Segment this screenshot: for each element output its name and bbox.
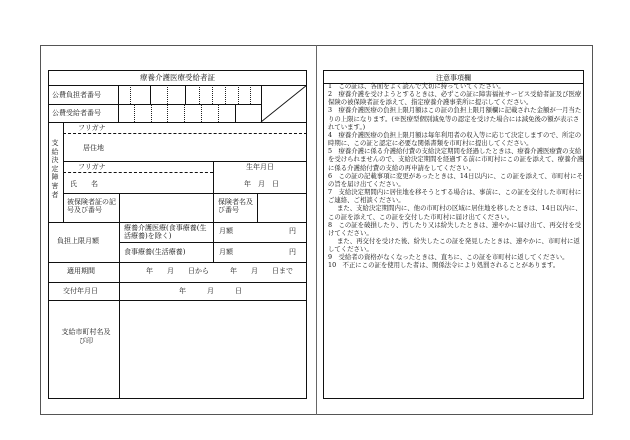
notice-item: 4 療養介護医療の負担上限月額は毎年利用者の収入等に応じて決定しますので、所定の時期に、この証と認定に必要な関係書類を市町村に提出してください。 [328,130,582,148]
notices-body [328,82,584,270]
monthly-limit-label: 負担上限月額 [57,237,99,245]
notice-item: 10 不正にこの証を使用した者は、関係法令により処罰されることがあります。 [328,261,560,270]
address-label: 居住地 [83,144,104,152]
certificate-title: 療養介護医療受給者証 [140,73,215,82]
municipality-label: 支給市町村名及び印 [61,328,111,345]
notice-item: 2 療養介護を受けようとするときは、必ずこの証に障害福祉サービス受給者証及び医療保険の被保険者証を添えて、指定療養介護事業所に提示してください。 [328,90,582,107]
diagonal-strike [235,85,307,122]
issue-date-value: 年 月 日 [179,287,242,295]
meal-monthly-label: 月額 [219,248,233,256]
notice-item: また、再交付を受けた後、紛失したこの証を発見したときは、速やかに、市町村に返してください。 [328,236,580,254]
insured-card-label: 被保険者証の記号及び番号 [67,198,116,214]
application-period-label: 適用期間 [67,267,95,275]
notice-item: 1 この証は、各面をよく読んで大切に持っていてください。 [328,82,505,90]
notices-title: 注意事項欄 [436,74,471,82]
application-period-value: 年 月 日から 年 月 日まで [146,267,293,275]
issue-date-label: 交付年月日 [63,287,98,295]
name-label: 氏 名 [70,180,98,188]
meal-yen-unit: 円 [289,248,296,256]
decision-recipient-vertical-label: 支給決定障害者 [51,139,59,199]
birth-date-label: 生年月日 [246,163,274,171]
notice-item: 9 受給者の資格がなくなったときは、直ちに、この証を市町村に返してください。 [328,253,569,262]
birth-date-value: 年 月 日 [244,180,279,188]
medical-monthly-label: 月額 [219,227,233,235]
address-furigana-label: フリガナ [78,124,106,132]
notice-item: 3 療養介護医療の負担上限月額はこの証の負担上限月額欄に記載された金額が一月当たりの上限になります。(※医療型個別減免等の認定を受けた場合には減免後の額が表示されています。) [328,106,582,131]
notice-item: 6 この証の記載事項に変更があったときは、14日以内に、この証を添えて、市町村にその旨を届け出てください。 [328,171,583,188]
insurer-label: 保険者名及び番号 [218,198,253,214]
medical-yen-unit: 円 [289,227,296,235]
burden-payer-number-label: 公費負担者番号 [52,91,101,99]
meal-limit-label: 食事療養(生活療養) [124,248,186,256]
notice-item: 5 療養介護に係る介護給付費の支給決定期間を経過したときは、療養介護医療費の支給を受けられませんので、支給決定期間を経過する前に市町村にこの証を添えて、療養介護に係る介護給付費の支給の再申請をしてください。 [328,147,584,172]
medical-limit-label: 療養介護医療(食事療養(生活療養)を除く) [124,224,207,240]
recipient-number-label: 公費受給者番号 [52,109,101,117]
notice-item: 8 この証を破損したり、汚したり又は紛失したときは、速やかに届け出て、再交付を受けてください。 [328,220,582,237]
notice-item: 7 支給決定期間内に居住地を移そうとする場合は、事前に、この証を交付した市町村にご連絡、ご相談ください。 [328,188,582,205]
card-fold-line [316,45,317,415]
name-furigana-label: フリガナ [78,163,106,171]
notice-item: また、支給決定期間内に、他の市町村の区域に居住地を移したときは、14日以内に、この証を添えて、この証を交付した市町村に届け出てください。 [328,204,582,221]
